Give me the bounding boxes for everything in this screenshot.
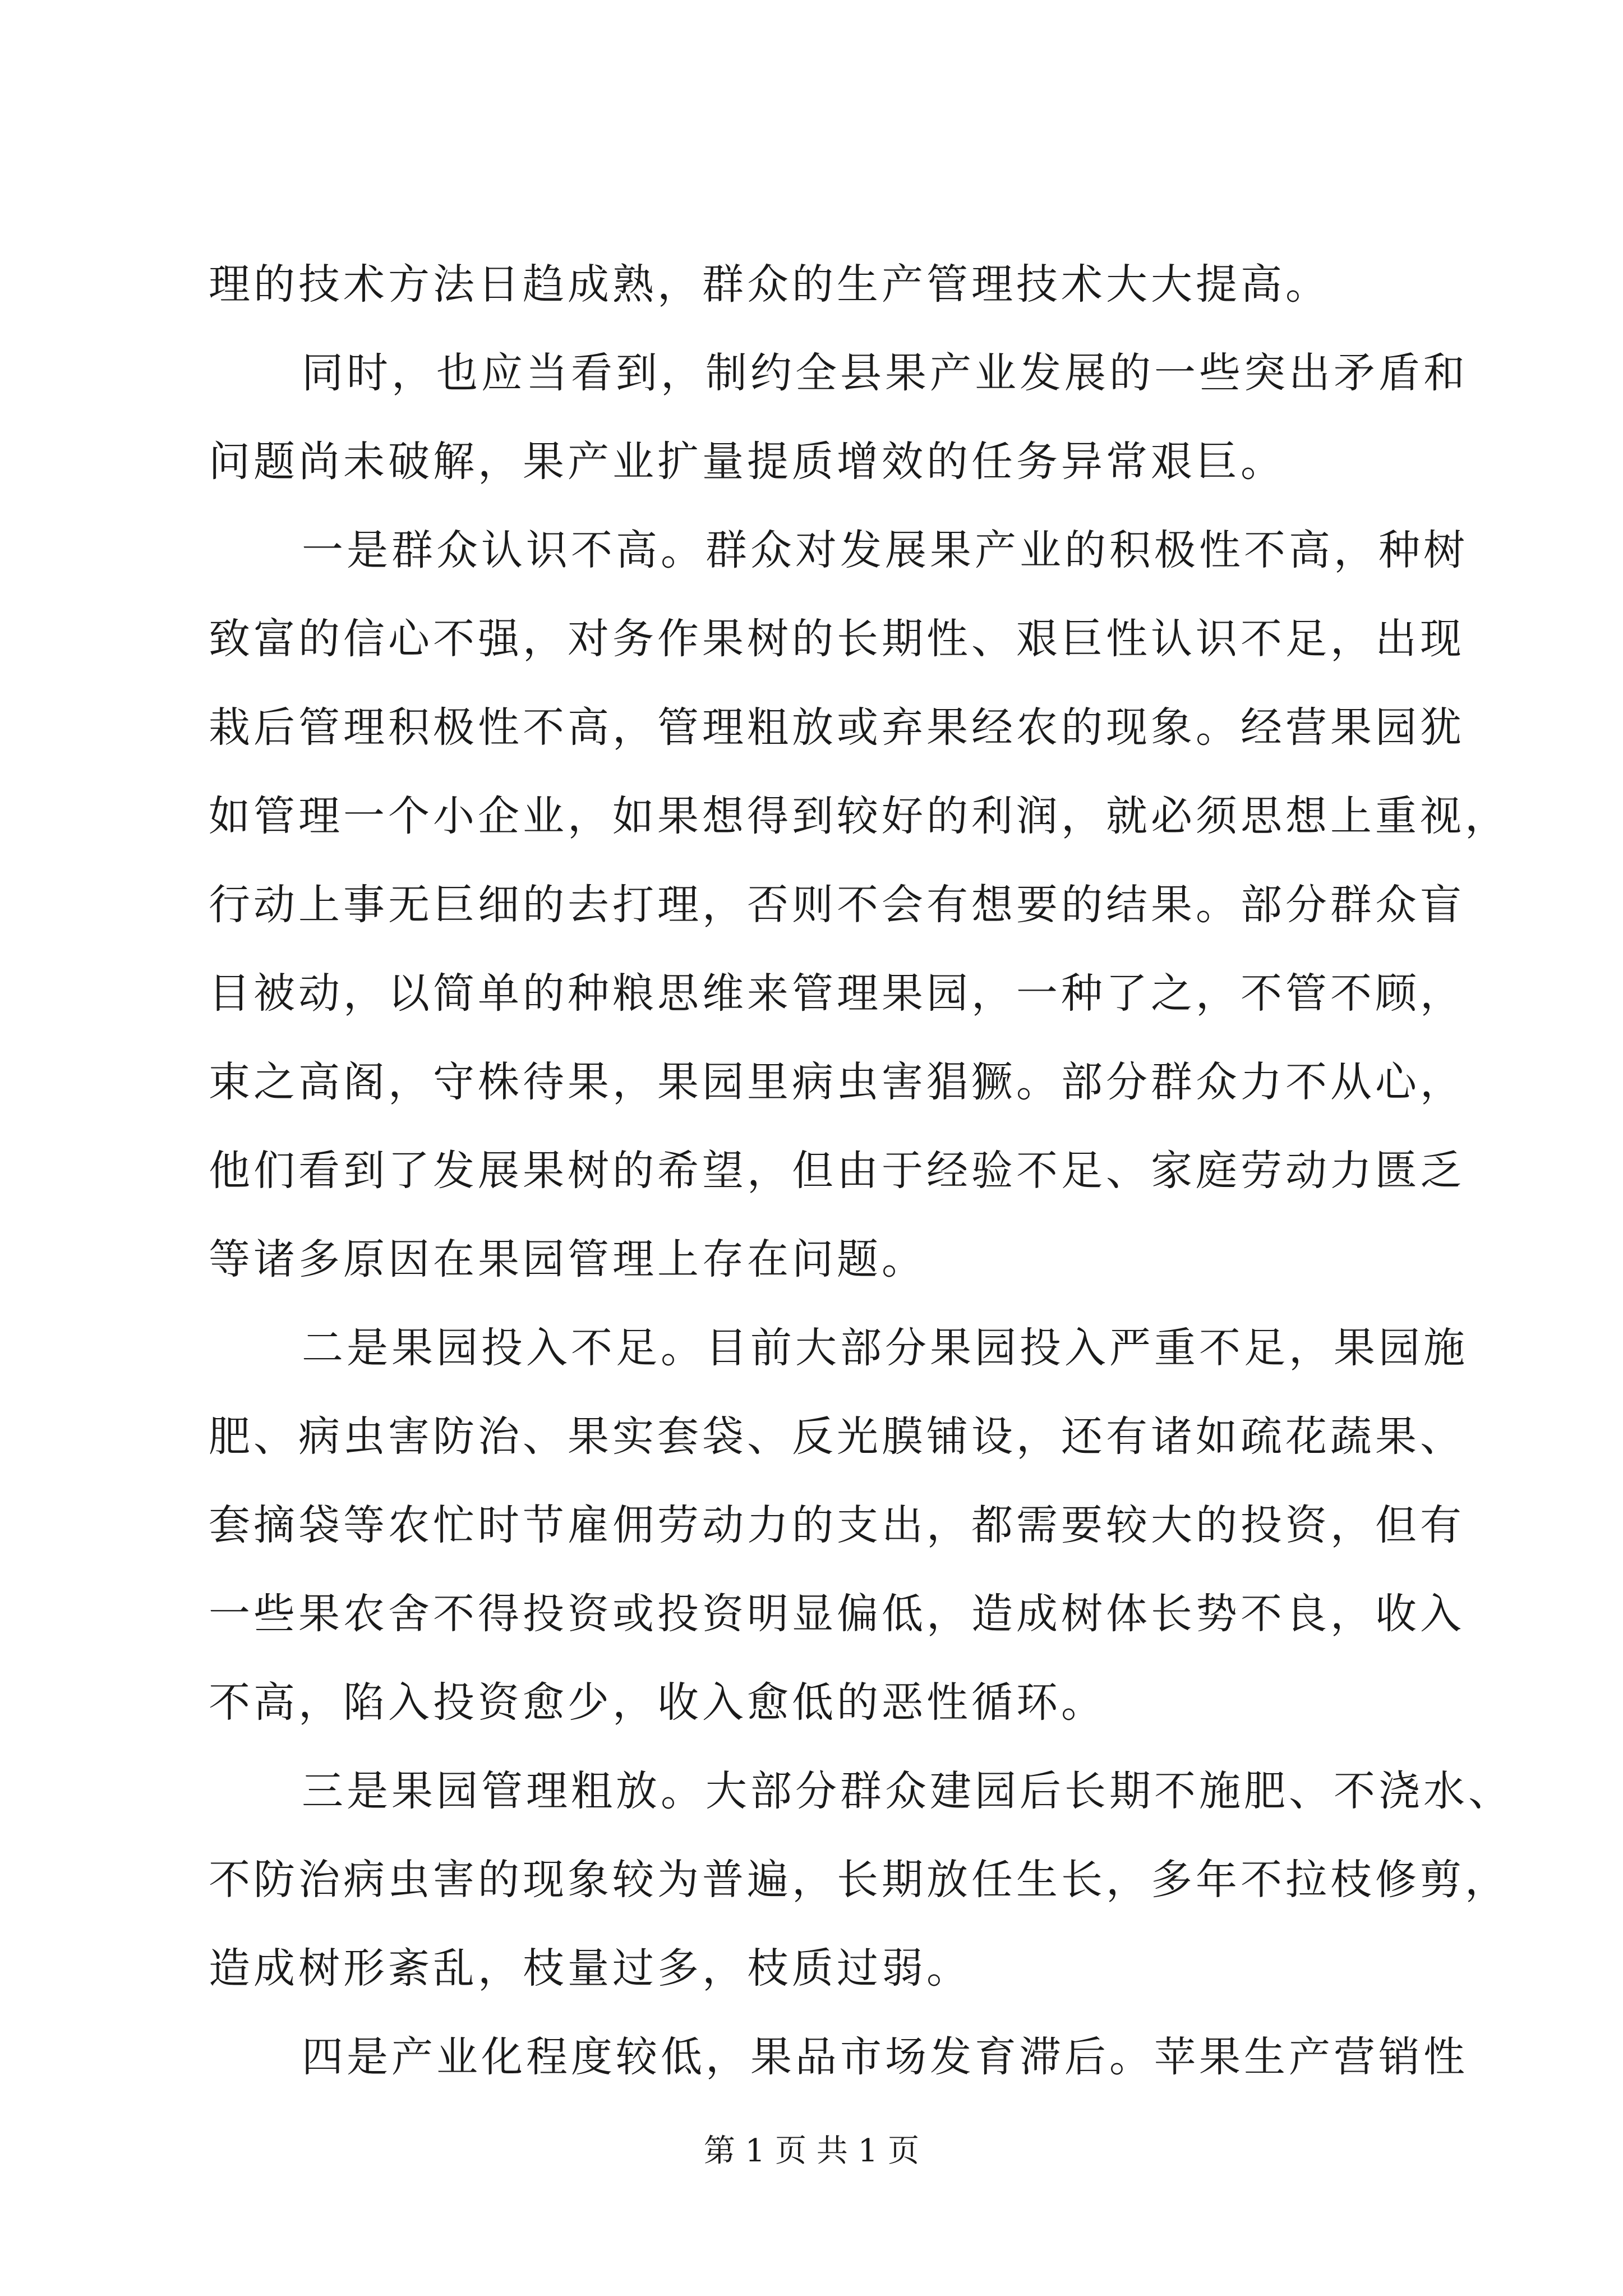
text-line: 造成树形紊乱，枝量过多，枝质过弱。 <box>209 1944 971 1993</box>
text-line: 三是果园管理粗放。大部分群众建园后长期不施肥、不浇水、 <box>302 1767 1513 1815</box>
text-line: 等诸多原因在果园管理上存在问题。 <box>209 1235 926 1283</box>
text-line: 如管理一个小企业，如果想得到较好的利润，就必须思想上重视， <box>209 792 1510 840</box>
text-line: 目被动，以简单的种粮思维来管理果园，一种了之，不管不顾， <box>209 969 1465 1018</box>
text-line: 理的技术方法日趋成熟，群众的生产管理技术大大提高。 <box>209 260 1330 309</box>
text-line: 二是果园投入不足。目前大部分果园投入严重不足，果园施 <box>302 1324 1468 1372</box>
text-line: 栽后管理积极性不高，管理粗放或弃果经农的现象。经营果园犹 <box>209 703 1465 752</box>
page-footer <box>0 2132 1623 2171</box>
text-line: 问题尚未破解，果产业扩量提质增效的任务异常艰巨。 <box>209 438 1285 486</box>
text-line: 不高，陷入投资愈少，收入愈低的恶性循环。 <box>209 1678 1106 1727</box>
text-line: 束之高阁，守株待果，果园里病虫害猖獗。部分群众力不从心， <box>209 1058 1465 1106</box>
text-line: 一是群众认识不高。群众对发展果产业的积极性不高，种树 <box>302 526 1468 574</box>
text-line: 一些果农舍不得投资或投资明显偏低，造成树体长势不良，收入 <box>209 1590 1465 1638</box>
text-line: 四是产业化程度较低，果品市场发育滞后。苹果生产营销性 <box>302 2033 1468 2081</box>
text-line: 肥、病虫害防治、果实套袋、反光膜铺设，还有诸如疏花蔬果、 <box>209 1412 1465 1461</box>
page-number-label: 第 1 页 共 1 页 <box>703 2133 920 2169</box>
text-line: 他们看到了发展果树的希望，但由于经验不足、家庭劳动力匮乏 <box>209 1147 1465 1195</box>
text-line: 不防治病虫害的现象较为普遍，长期放任生长，多年不拉枝修剪， <box>209 1856 1510 1904</box>
text-line: 套摘袋等农忙时节雇佣劳动力的支出，都需要较大的投资，但有 <box>209 1501 1465 1549</box>
text-line: 同时，也应当看到，制约全县果产业发展的一些突出矛盾和 <box>302 349 1468 397</box>
text-line: 致富的信心不强，对务作果树的长期性、艰巨性认识不足，出现 <box>209 615 1465 663</box>
text-line: 行动上事无巨细的去打理，否则不会有想要的结果。部分群众盲 <box>209 881 1465 929</box>
document-body <box>209 240 1513 2101</box>
